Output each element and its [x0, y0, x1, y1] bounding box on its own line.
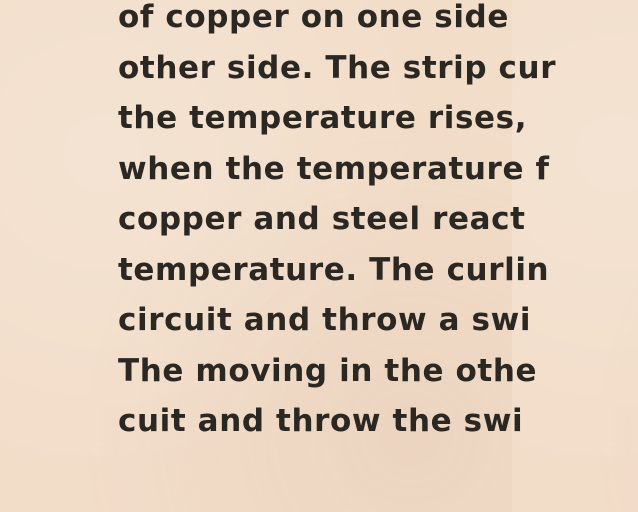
text-line-3: the temperature rises, [118, 100, 528, 136]
body-text-paragraph [118, 0, 638, 447]
text-line-1: of copper on one side [118, 0, 509, 35]
text-line-9: cuit and throw the swi [118, 403, 524, 439]
text-line-6: temperature. The curlin [118, 251, 550, 288]
text-line-4: when the temperature f [118, 150, 550, 187]
text-line-7: circuit and throw a swi [118, 302, 532, 338]
text-line-5: copper and steel react [118, 201, 526, 237]
text-line-8: The moving in the othe [118, 352, 538, 389]
text-line-2: other side. The strip cur [118, 49, 557, 86]
